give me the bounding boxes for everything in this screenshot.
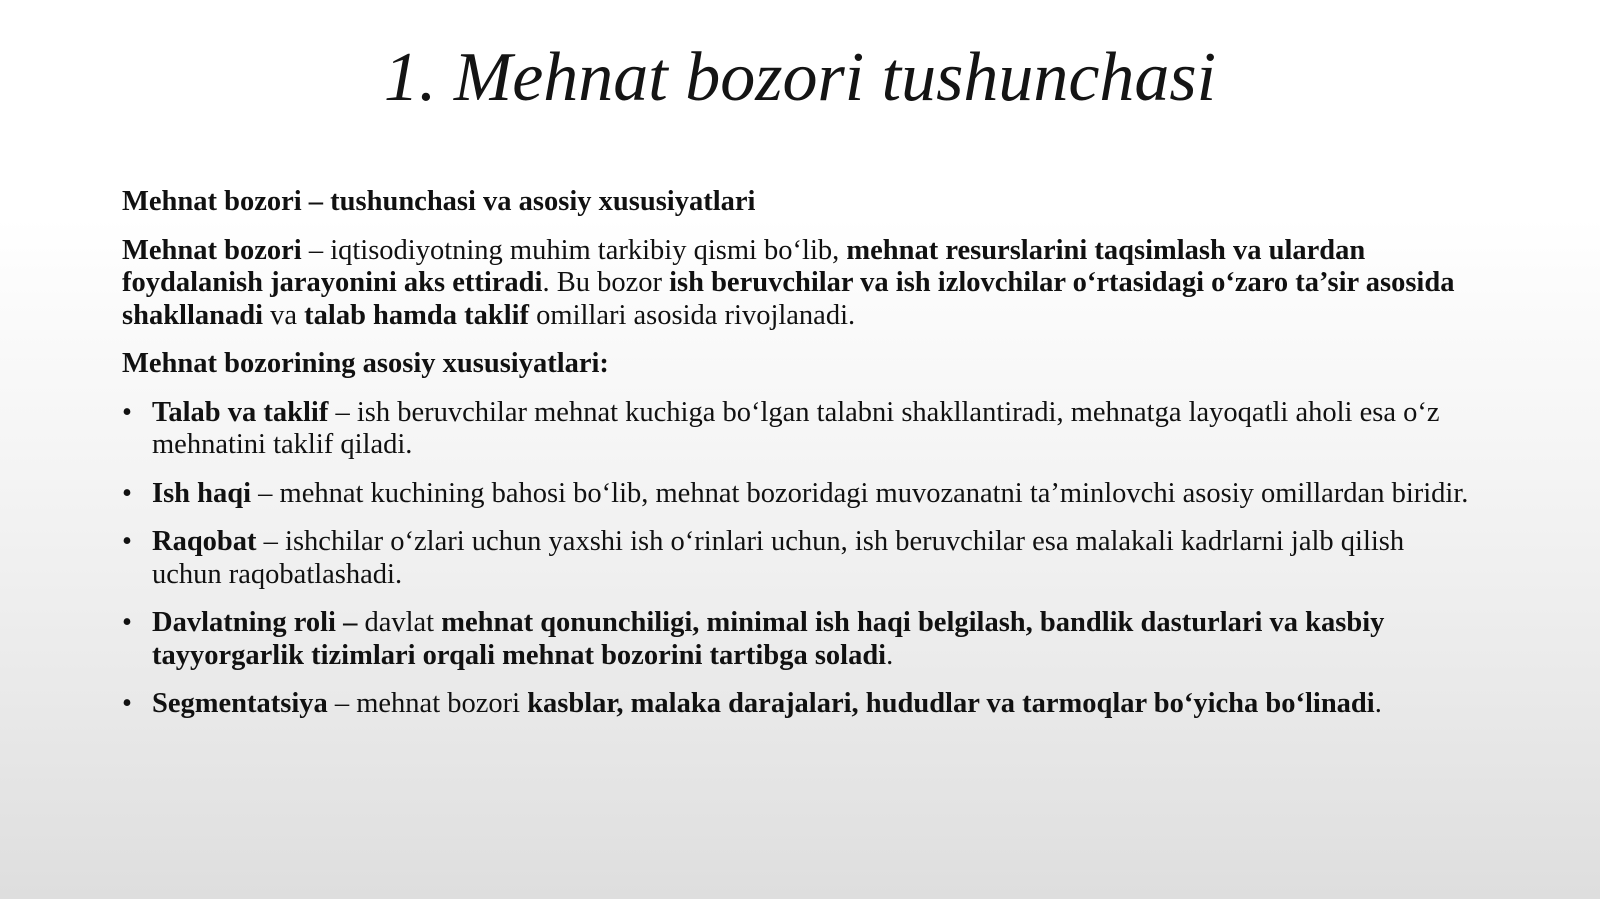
feature-text: – mehnat bozori: [327, 688, 528, 719]
feature-text: – mehnat kuchining bahosi bo‘lib, mehnat bozoridagi muvozanatni ta’minlovchi asosiy omillardan biridir.: [251, 477, 1469, 509]
list-item: [122, 607, 1472, 672]
feature-term: Ish haqi: [152, 477, 252, 509]
list-item: [122, 526, 1472, 591]
feature-term: Raqobat: [152, 526, 257, 557]
slide-title: 1. Mehnat bozori tushunchasi: [383, 39, 1217, 116]
feature-bold-text: kasblar, malaka darajalari, hududlar va tarmoqlar bo‘yicha bo‘linadi: [527, 688, 1375, 719]
slide-body: [122, 186, 1472, 737]
bullet-icon: •: [122, 688, 132, 719]
feature-text: – ishchilar o‘zlari uchun yaxshi ish o‘rinlari uchun, ish beruvchilar esa malakali kadrlarni jalb qilish uchun raqobatlashadi.: [152, 526, 1405, 590]
feature-text-end: .: [886, 639, 894, 671]
feature-term: Davlatning roli: [152, 607, 336, 638]
intro-text-2: . Bu bozor: [542, 267, 670, 298]
intro-text-3: va: [263, 299, 305, 331]
feature-term: Talab va taklif: [152, 396, 329, 428]
list-item: [122, 397, 1472, 462]
feature-text-end: .: [1374, 688, 1382, 719]
bullet-icon: •: [122, 607, 132, 638]
feature-text: – ish beruvchilar mehnat kuchiga bo‘lgan talabni shakllantiradi, mehnatga layoqatli aholi esa o‘z mehnatini taklif qiladi.: [152, 396, 1440, 460]
feature-dash: –: [335, 607, 358, 638]
intro-term: Mehnat bozori: [122, 234, 302, 266]
bullet-icon: •: [122, 526, 132, 557]
intro-text-4: omillari asosida rivojlanadi.: [529, 299, 856, 331]
section-subheading: [122, 186, 1472, 219]
intro-bold-1: mehnat resurslarini taqsimlash va ulardan foydalanish jarayonini aks ettiradi: [122, 234, 1366, 298]
feature-term: Segmentatsiya: [152, 688, 328, 719]
bullet-icon: •: [122, 396, 132, 428]
feature-text: davlat: [357, 607, 442, 638]
intro-paragraph: [122, 235, 1472, 333]
feature-bold-text: mehnat qonunchiligi, minimal ish haqi belgilash, bandlik dasturlari va kasbiy tayyorgarlik tizimlari orqali mehnat bozorini tartibga soladi: [152, 607, 1385, 671]
intro-text-1: – iqtisodiyotning muhim tarkibiy qismi bo‘lib,: [301, 234, 847, 266]
subheading-text: Mehnat bozori – tushunchasi va asosiy xususiyatlari: [122, 186, 756, 217]
list-item: [122, 478, 1472, 511]
list-item: [122, 688, 1472, 721]
features-list: [122, 397, 1472, 721]
features-heading-text: Mehnat bozorining asosiy xususiyatlari:: [122, 348, 609, 379]
bullet-icon: •: [122, 477, 132, 509]
intro-bold-2: ish beruvchilar va ish izlovchilar o‘rtasidagi o‘zaro ta’sir asosida shakllanadi: [122, 267, 1455, 331]
intro-bold-3: talab hamda taklif: [304, 299, 530, 331]
features-heading: [122, 348, 1472, 381]
